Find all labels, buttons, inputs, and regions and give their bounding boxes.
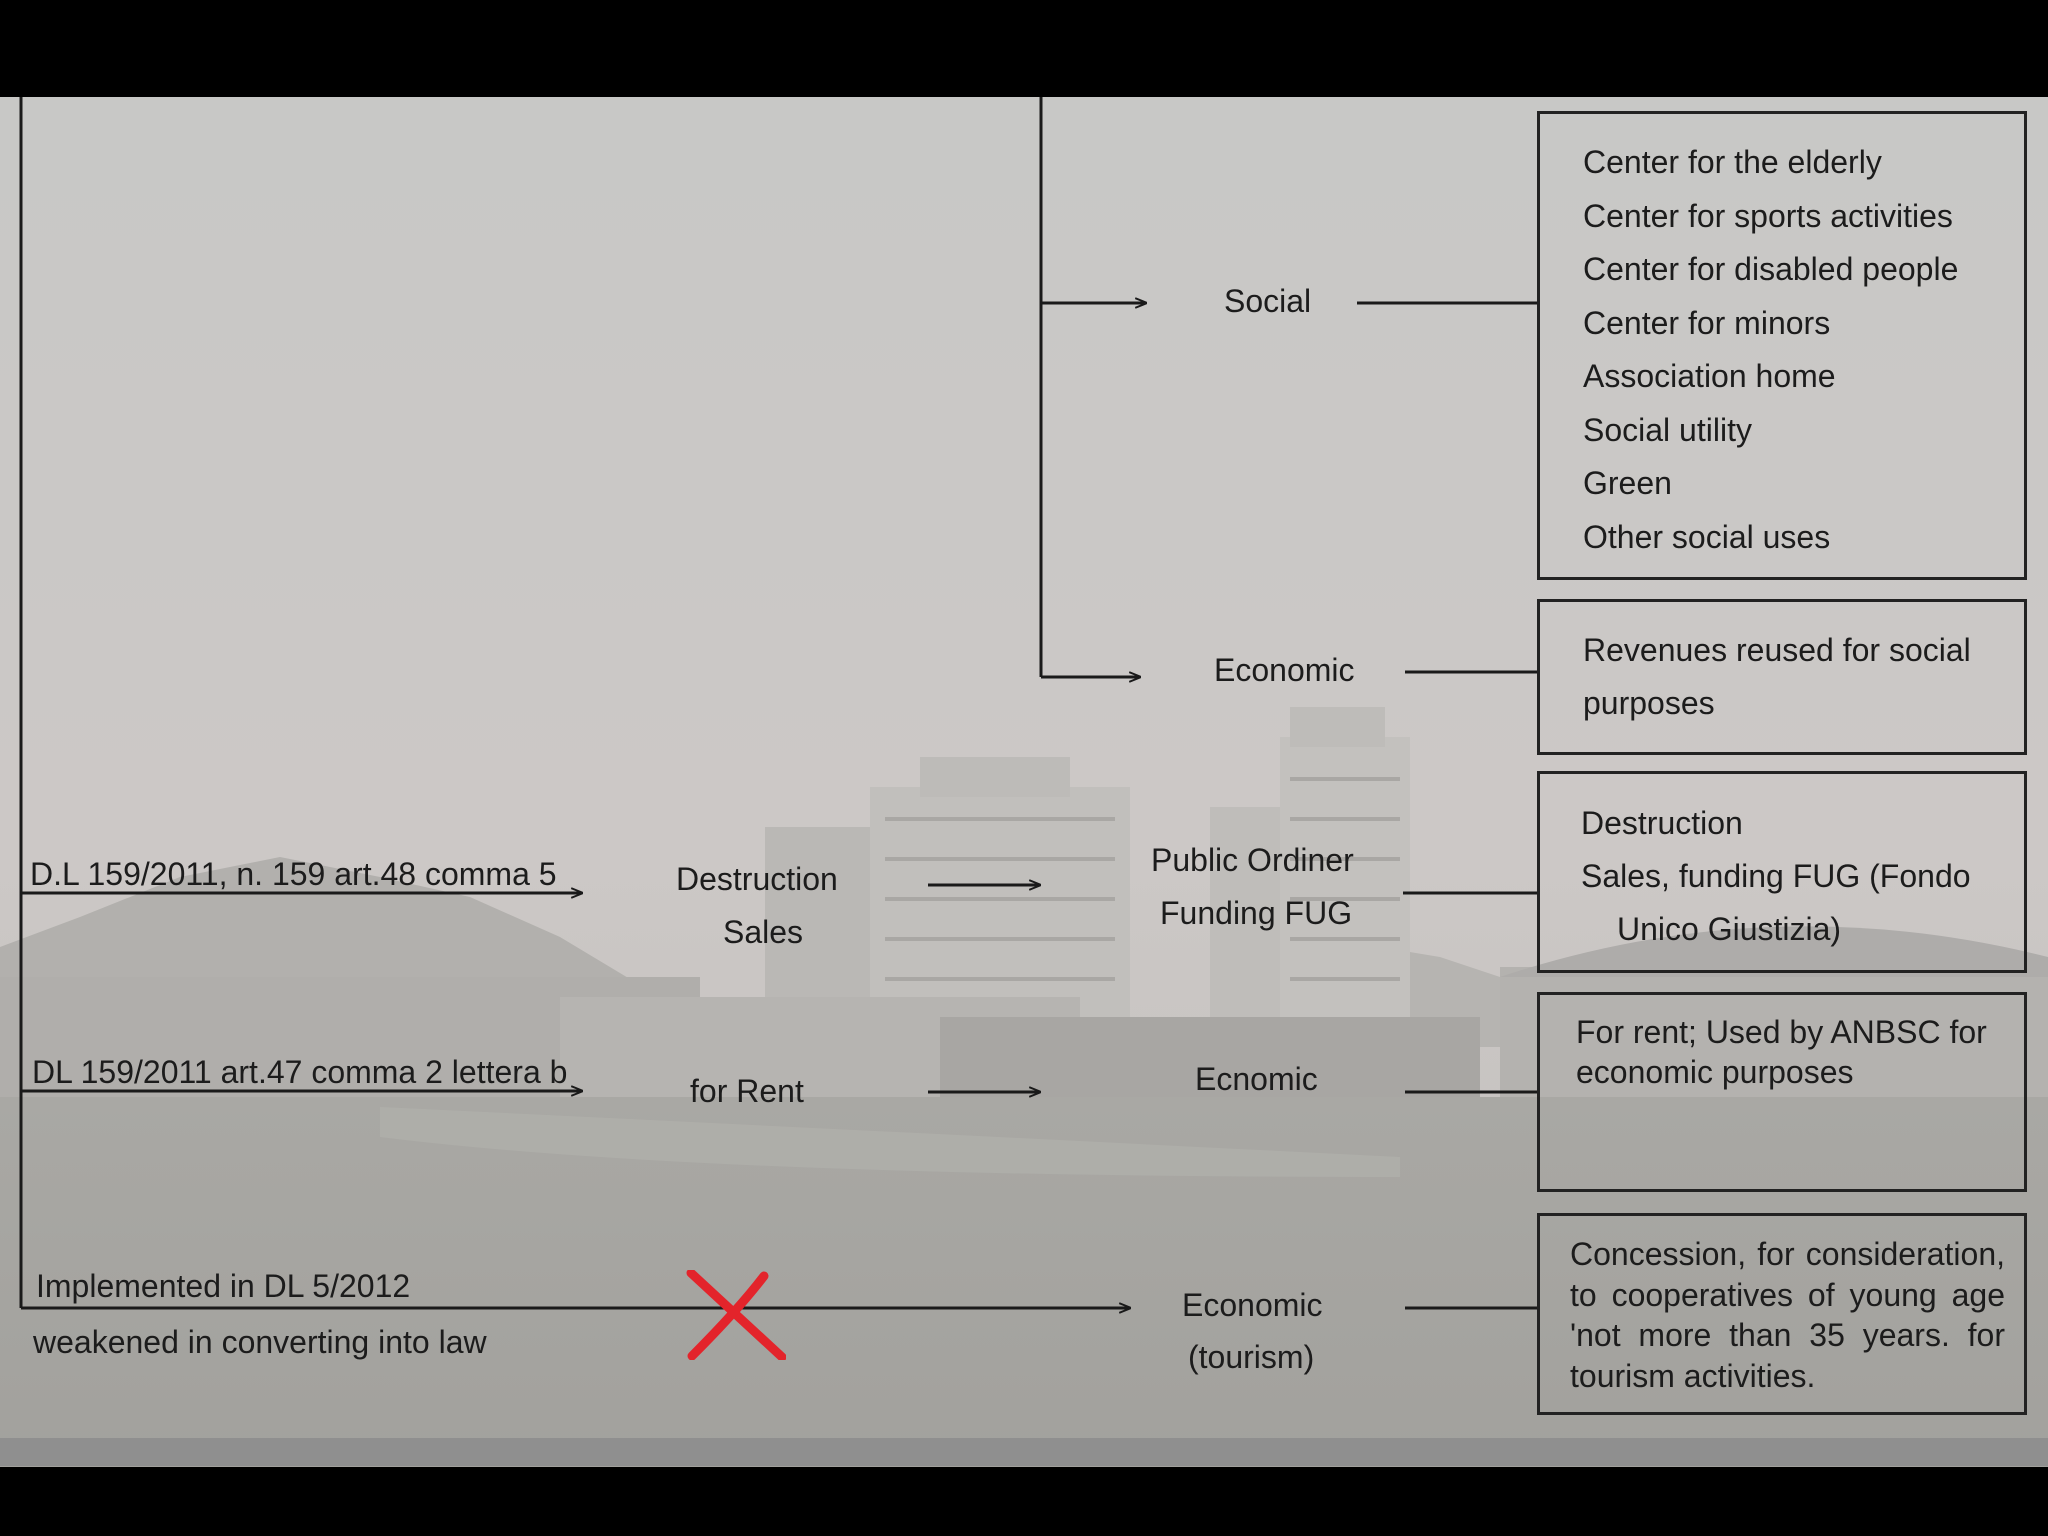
destruction-text-line2: Sales, funding FUG (Fondo	[1581, 858, 1971, 894]
rent-text-line1: For rent; Used by ANBSC for	[1576, 1014, 1987, 1050]
purpose-label-economic: Economic	[1214, 652, 1355, 688]
branch-label-dl47: DL 159/2011 art.47 comma 2 lettera b	[32, 1054, 568, 1090]
purpose-label-tourism: (tourism)	[1188, 1339, 1315, 1375]
purpose-label-economic-tourism: Economic	[1182, 1287, 1323, 1323]
list-item: Center for disabled people	[1583, 251, 1959, 287]
revenues-text-line2: purposes	[1583, 685, 1715, 721]
purpose-label-ecnomic: Ecnomic	[1195, 1061, 1318, 1097]
purpose-label-social: Social	[1224, 283, 1312, 319]
social-uses-box	[1537, 111, 2027, 580]
middle-label-sales: Sales	[723, 914, 804, 950]
branch-label-dl48: D.L 159/2011, n. 159 art.48 comma 5	[30, 856, 557, 892]
destruction-text-line3: Unico Giustizia)	[1617, 911, 1842, 947]
list-item: Other social uses	[1583, 518, 1831, 555]
concession-text: Concession, for consideration, to cooperatives of young age 'not more than 35 years. for tourism activities.	[1570, 1236, 2005, 1394]
destruction-box	[1537, 771, 2027, 973]
revenues-box	[1537, 599, 2027, 755]
list-item: Center for minors	[1583, 304, 1831, 341]
list-item: Social utility	[1583, 411, 1752, 448]
concession-box	[1537, 1213, 2027, 1415]
rent-text-line2: economic purposes	[1576, 1054, 1854, 1090]
list-item: Green	[1583, 465, 1672, 501]
middle-label-for-rent: for Rent	[690, 1073, 804, 1109]
list-item: Association home	[1583, 358, 1836, 394]
purpose-label-public-ordiner: Public Ordiner	[1151, 842, 1354, 878]
list-item: Center for sports activities	[1583, 197, 1953, 234]
branch-label-dl5-line2: weakened in converting into law	[33, 1324, 487, 1360]
social-uses-list	[1583, 136, 1958, 564]
cross-mark-icon	[686, 1270, 786, 1360]
rent-box	[1537, 992, 2027, 1192]
destruction-text-line1: Destruction	[1581, 805, 1743, 841]
branch-label-dl5-line1: Implemented in DL 5/2012	[36, 1268, 411, 1304]
revenues-text-line1: Revenues reused for social	[1583, 632, 1971, 668]
purpose-label-funding-fug: Funding FUG	[1160, 895, 1353, 931]
middle-label-destruction: Destruction	[676, 861, 838, 897]
list-item: Center for the elderly	[1583, 144, 1882, 180]
